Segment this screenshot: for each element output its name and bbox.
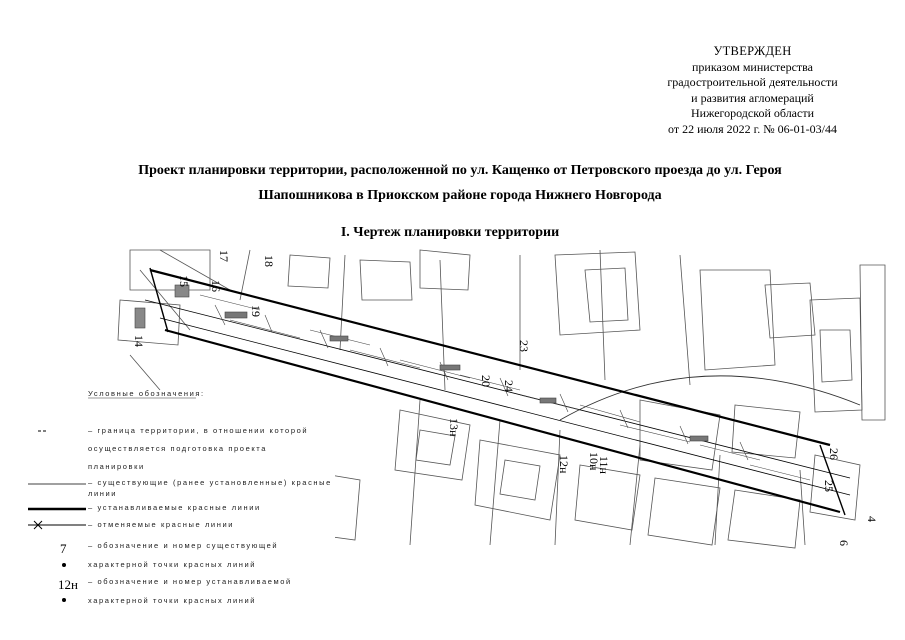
point-label: 12н [557, 455, 571, 474]
point-label: 6 [837, 540, 851, 546]
legend-dot-icon [62, 598, 66, 602]
legend-item-text: характерной точки красных линий [88, 596, 257, 605]
legend-item-text: – отменяемые красные линии [88, 520, 235, 529]
point-label: 4 [865, 516, 879, 522]
legend-item-text: линии [88, 489, 118, 498]
point-label: 16 [209, 280, 223, 292]
legend-item-text: осуществляется подготовка проекта [88, 444, 268, 453]
point-label: 18 [262, 255, 276, 267]
point-label: 10н [587, 452, 601, 471]
section-title: I. Чертеж планировки территории [340, 225, 560, 240]
document-title-line-2: Шапошникова в Приокском районе города Нижнего Новгорода [258, 188, 662, 203]
point-label: 20 [479, 375, 493, 387]
approval-line: Нижегородской области [690, 106, 814, 120]
legend-mark-established-point: 12н [58, 577, 78, 592]
approval-order-date: от 22 июля 2022 г. № 06-01-03/44 [667, 121, 838, 136]
approval-line: приказом министерства [691, 59, 813, 74]
legend-item-text: – граница территории, в отношении которой [88, 426, 309, 435]
point-label: 19 [249, 305, 263, 317]
legend-item-text: характерной точки красных линий [88, 560, 257, 569]
legend-item-text: – существующие (ранее установленные) красные [88, 478, 332, 487]
approval-line: и развития агломераций [691, 90, 814, 105]
legend-item-text: – обозначение и номер существующей [88, 541, 279, 550]
point-label: 25 [822, 480, 836, 492]
point-label: 15 [177, 275, 191, 287]
point-label: 13н [447, 418, 461, 437]
point-label: 24 [502, 380, 516, 392]
approval-line: градостроительной деятельности [667, 75, 838, 89]
legend-dot-icon [62, 563, 66, 567]
point-label: 11н [597, 456, 611, 474]
legend-item-text: – обозначение и номер устанавливаемой [88, 577, 292, 586]
approval-heading: УТВЕРЖДЕН [713, 44, 792, 58]
legend-item-text: планировки [88, 462, 145, 471]
point-label: 17 [217, 250, 231, 262]
point-label: 14 [132, 335, 146, 347]
point-label: 26 [827, 448, 841, 460]
legend-mark-existing-point: 7 [60, 541, 67, 556]
point-label: 23 [517, 340, 531, 352]
legend-item-text: – устанавливаемые красные линии [88, 503, 261, 512]
legend-heading: Условные обозначения: [88, 389, 205, 398]
document-title-line-1: Проект планировки территории, расположенной по ул. Кащенко от Петровского проезда до ул. Героя [138, 163, 782, 178]
